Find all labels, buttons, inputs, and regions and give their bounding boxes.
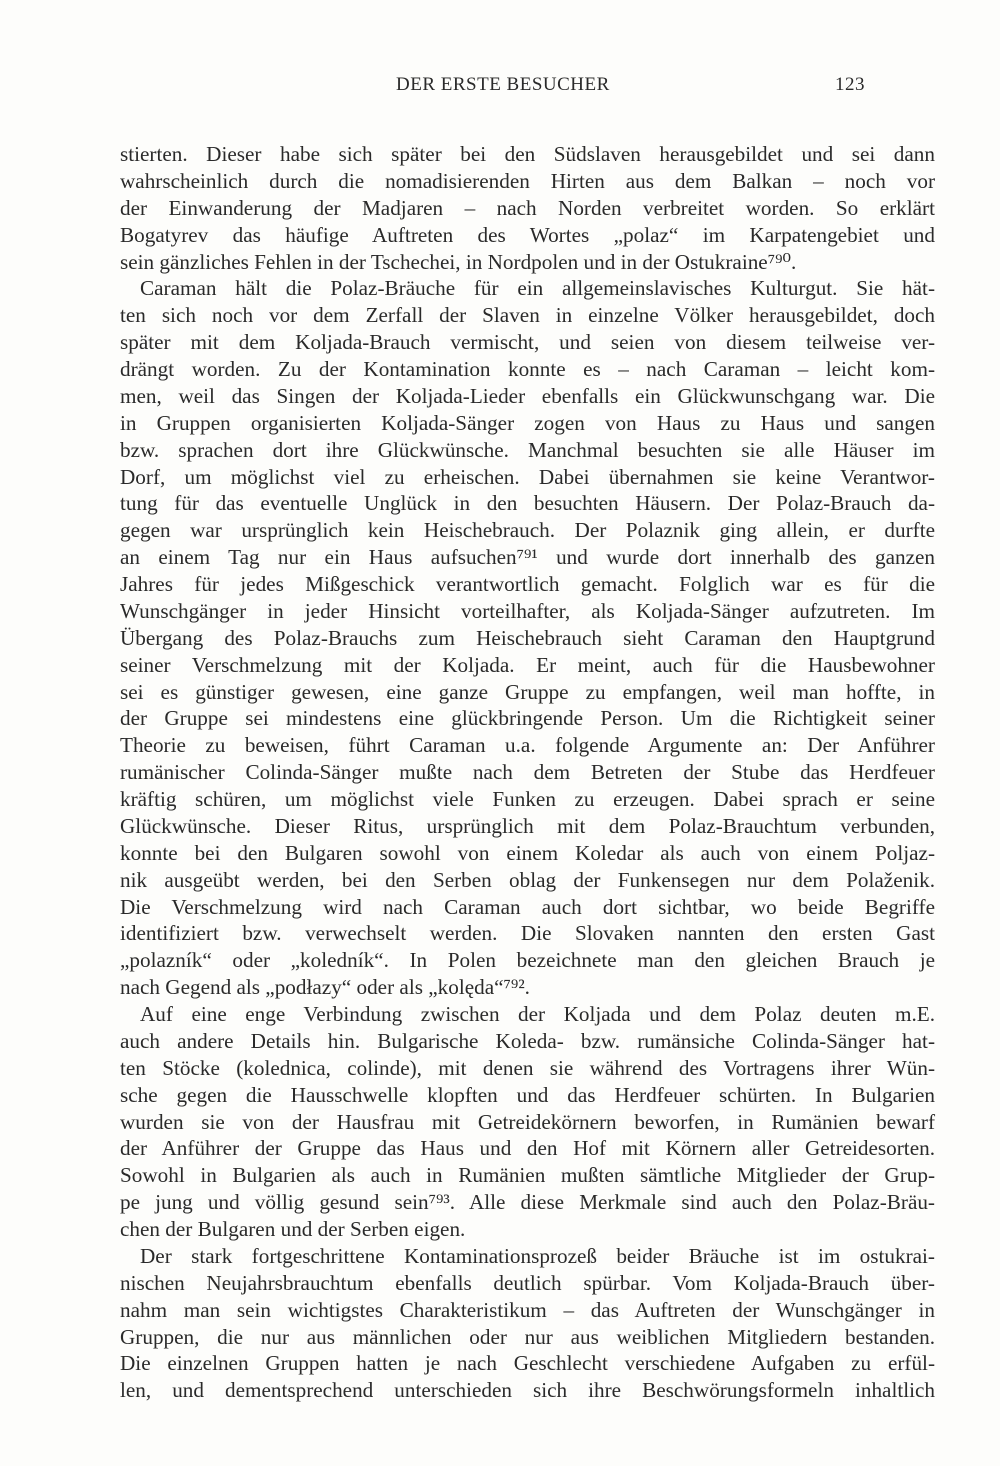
chapter-title: DER ERSTE BESUCHER — [396, 74, 610, 95]
text-line: wurden sie von der Hausfrau mit Getreidekörnern beworfen, in Rumänien bewarf — [120, 1109, 935, 1134]
text-line: seiner Verschmelzung mit der Koljada. Er meint, auch für die Hausbewohner — [120, 652, 935, 677]
text-line: sei es günstiger gewesen, eine ganze Gruppe zu empfangen, weil man hoffte, in — [120, 679, 935, 704]
text-line: chen der Bulgaren und der Serben eigen. — [120, 1217, 466, 1241]
text-line: Bogatyrev das häufige Auftreten des Wortes „polaz“ im Karpatengebiet und — [120, 222, 935, 247]
text-line: nischen Neujahrsbrauchtum ebenfalls deutlich spürbar. Vom Koljada-Brauch über- — [120, 1270, 935, 1295]
running-head — [120, 74, 865, 104]
text-line: nach Gegend als „podłazy“ oder als „kolęda“⁷⁹². — [120, 975, 530, 1000]
text-line: in Gruppen organisierten Koljada-Sänger zogen von Haus zu Haus und sangen — [120, 410, 935, 435]
text-line: Theorie zu beweisen, führt Caraman u.a. folgende Argumente an: Der Anführer — [120, 733, 935, 758]
page-number: 123 — [835, 74, 865, 95]
text-line: Wunschgänger in jeder Hinsicht vorteilhafter, als Koljada-Sänger aufzutreten. Im — [120, 598, 935, 623]
text-line: rumänischer Colinda-Sänger mußte nach dem Betreten der Stube das Herdfeuer — [120, 760, 935, 785]
text-line: Dorf, um möglichst viel zu erheischen. Dabei übernahmen sie keine Verantwor- — [120, 464, 935, 489]
text-line: kräftig schüren, um möglichst viele Funken zu erzeugen. Dabei sprach er seine — [120, 787, 935, 811]
text-line: wahrscheinlich durch die nomadisierenden Hirten aus dem Balkan – noch vor — [120, 168, 935, 193]
text-line: nahm man sein wichtigstes Charakteristikum – das Auftreten der Wunschgänger in — [120, 1297, 935, 1322]
text-line: „polazník“ oder „koledník“. In Polen bezeichnete man den gleichen Brauch je — [120, 948, 935, 973]
text-line: Übergang des Polaz-Brauchs zum Heischebrauch sieht Caraman den Hauptgrund — [120, 625, 935, 650]
body-text — [120, 141, 935, 1404]
text-line: bzw. sprachen dort ihre Glückwünsche. Manchmal besuchten sie alle Häuser im — [120, 437, 935, 462]
text-line: Caraman hält die Polaz-Bräuche für ein allgemeinslavisches Kulturgut. Sie hät- — [140, 276, 935, 301]
text-line: Die Verschmelzung wird nach Caraman auch dort sichtbar, wo beide Begriffe — [120, 894, 935, 919]
text-line: drängt worden. Zu der Kontamination konnte es – nach Caraman – leicht kom- — [120, 357, 935, 381]
text-line: nik ausgeübt werden, bei den Serben oblag der Funkensegen nur dem Polaženik. — [120, 867, 935, 892]
text-line: len, und dementsprechend unterschieden sich ihre Beschwörungsformeln inhaltlich — [120, 1378, 935, 1403]
text-line: stierten. Dieser habe sich später bei den Südslaven herausgebildet und sei dann — [120, 142, 935, 166]
text-line: der Anführer der Gruppe das Haus und den Hof mit Körnern aller Getreidesorten. — [120, 1136, 935, 1161]
text-line: men, weil das Singen der Koljada-Lieder ebenfalls ein Glückwunschgang war. Die — [120, 383, 935, 408]
text-line: Jahres für jedes Mißgeschick verantwortlich gemacht. Folglich war es für die — [120, 572, 935, 596]
text-line: an einem Tag nur ein Haus aufsuchen⁷⁹¹ und wurde dort innerhalb des ganzen — [120, 545, 935, 570]
text-line: Sowohl in Bulgarien als auch in Rumänien mußten sämtliche Mitglieder der Grup- — [120, 1163, 935, 1188]
text-line: sein gänzliches Fehlen in der Tschechei, in Nordpolen und in der Ostukraine⁷⁹⁰. — [120, 249, 797, 274]
text-line: der Einwanderung der Madjaren – nach Norden verbreitet worden. So erklärt — [120, 195, 935, 220]
text-line: sche gegen die Hausschwelle klopften und das Herdfeuer schürten. In Bulgarien — [120, 1082, 935, 1107]
text-line: Gruppen, die nur aus männlichen oder nur aus weiblichen Mitgliedern bestanden. — [120, 1324, 935, 1349]
text-line: auch andere Details hin. Bulgarische Koleda- bzw. rumänsiche Colinda-Sänger hat- — [120, 1028, 935, 1053]
text-line: gegen war ursprünglich kein Heischebrauch. Der Polaznik ging allein, er durfte — [120, 518, 935, 543]
text-line: später mit dem Koljada-Brauch vermischt, und seien von diesem teilweise ver- — [120, 330, 935, 355]
text-line: Der stark fortgeschrittene Kontaminationsprozeß beider Bräuche ist im ostukrai- — [140, 1243, 935, 1268]
text-line: der Gruppe sei mindestens eine glückbringende Person. Um die Richtigkeit seiner — [120, 706, 935, 731]
text-line: pe jung und völlig gesund sein⁷⁹³. Alle diese Merkmale sind auch den Polaz-Bräu- — [120, 1190, 935, 1215]
text-line: Glückwünsche. Dieser Ritus, ursprünglich mit dem Polaz-Brauchtum verbunden, — [120, 813, 935, 838]
text-line: identifiziert bzw. verwechselt werden. Die Slovaken nannten den ersten Gast — [120, 921, 935, 946]
text-line: ten Stöcke (kolednica, colinde), mit denen sie während des Vortragens ihrer Wün- — [120, 1055, 935, 1080]
text-line: ten sich noch vor dem Zerfall der Slaven in einzelne Völker herausgebildet, doch — [120, 303, 935, 328]
text-line: Auf eine enge Verbindung zwischen der Koljada und dem Polaz deuten m.E. — [140, 1002, 935, 1026]
text-line: Die einzelnen Gruppen hatten je nach Geschlecht verschiedene Aufgaben zu erfül- — [120, 1351, 935, 1376]
text-line: konnte bei den Bulgaren sowohl von einem Koledar als auch von einem Poljaz- — [120, 840, 935, 865]
text-line: tung für das eventuelle Unglück in den besuchten Häusern. Der Polaz-Brauch da- — [120, 491, 935, 516]
